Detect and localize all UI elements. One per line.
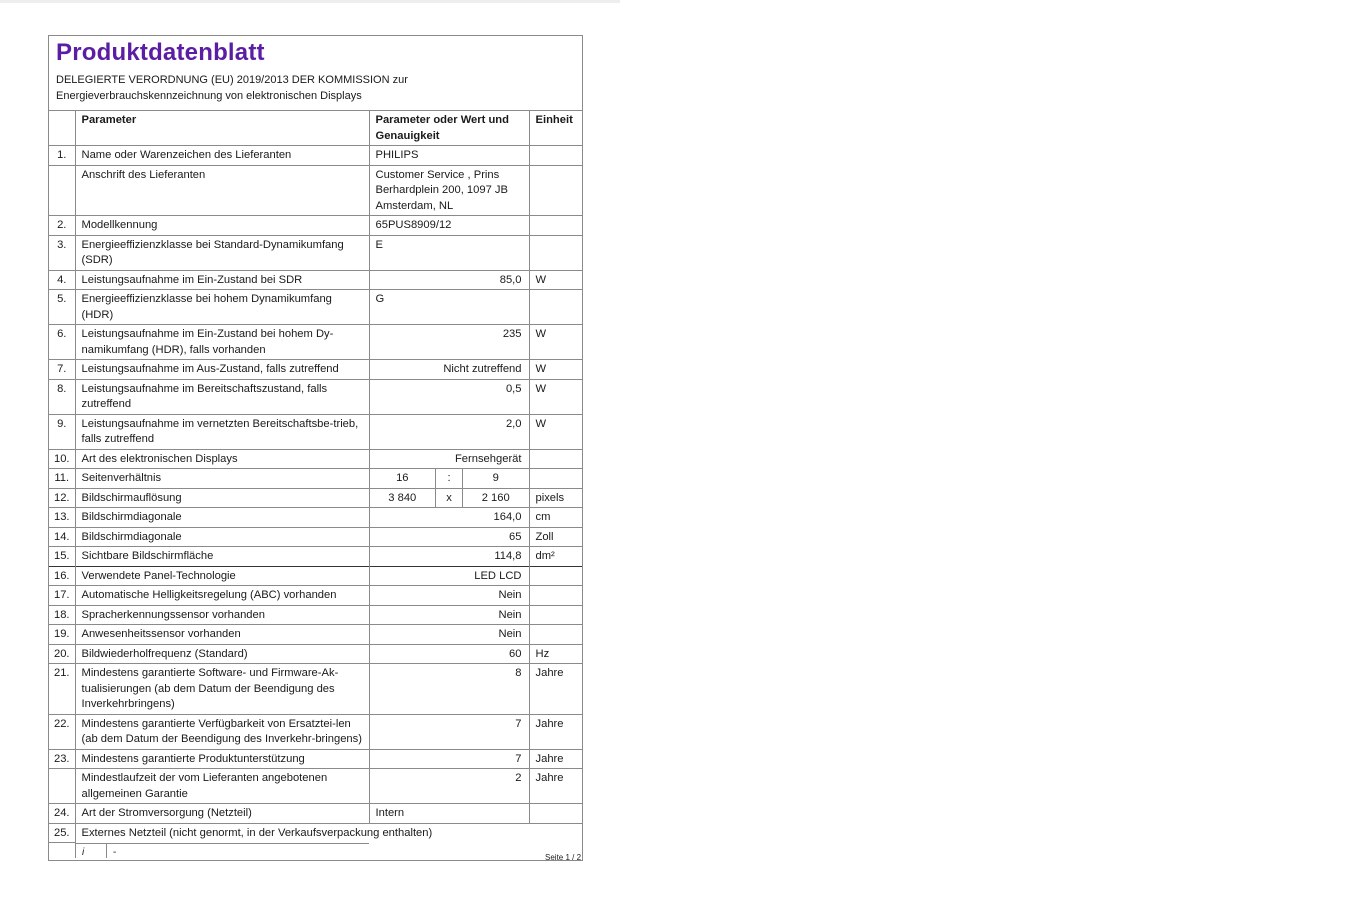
table-row: [49, 804, 582, 824]
row-number: 3.: [49, 235, 75, 270]
subtitle-line-1: DELEGIERTE VERORDNUNG (EU) 2019/2013 DER KOMMISSION zur: [56, 74, 408, 86]
row-parameter: Art des elektronischen Displays: [75, 449, 369, 469]
row-number: 24.: [49, 804, 75, 824]
row-value: 65PUS8909/12: [369, 216, 529, 236]
table-row: [49, 714, 582, 749]
regulation-subtitle: [49, 72, 582, 110]
row-unit: Jahre: [529, 714, 582, 749]
row-parameter: Leistungsaufnahme im Ein-Zustand bei SDR: [75, 270, 369, 290]
header-no: [49, 111, 75, 146]
row-parameter: Anwesenheitssensor vorhanden: [75, 625, 369, 645]
row-parameter: Bildschirmdiagonale: [75, 508, 369, 528]
value-right: 2 160: [481, 491, 510, 504]
row-number: 6.: [49, 325, 75, 360]
row-value: 65: [369, 527, 529, 547]
row-value: Nein: [369, 605, 529, 625]
row-parameter: Energieeffizienzklasse bei hohem Dynamikumfang (HDR): [75, 290, 369, 325]
row-number: 10.: [49, 449, 75, 469]
row-unit: pixels: [529, 488, 582, 508]
row-parameter: Leistungsaufnahme im Bereitschaftszustand, falls zutreffend: [75, 379, 369, 414]
row-number: 15.: [49, 547, 75, 567]
row-parameter: Name oder Warenzeichen des Lieferanten: [75, 146, 369, 166]
row-parameter: Spracherkennungssensor vorhanden: [75, 605, 369, 625]
table-row: [49, 488, 582, 508]
row-value: 2: [369, 769, 529, 804]
row-unit: cm: [529, 508, 582, 528]
table-row: [49, 270, 582, 290]
row-number: 25.: [49, 823, 75, 843]
row-number: 20.: [49, 644, 75, 664]
row-number: 23.: [49, 749, 75, 769]
row-parameter: Energieeffizienzklasse bei Standard-Dynamikumfang (SDR): [75, 235, 369, 270]
row-parameter: Sichtbare Bildschirmfläche: [75, 547, 369, 567]
table-row: [49, 146, 582, 166]
row-unit: W: [529, 360, 582, 380]
value-left: 16: [370, 469, 437, 488]
row-unit: W: [529, 325, 582, 360]
row-value: 85,0: [369, 270, 529, 290]
row-unit: [529, 469, 582, 489]
row-parameter: Anschrift des Lieferanten: [75, 165, 369, 216]
row-number: 5.: [49, 290, 75, 325]
table-row: [49, 823, 582, 843]
row-number: 2.: [49, 216, 75, 236]
row-number: [49, 769, 75, 804]
trailing-row-content: [75, 843, 369, 858]
row-value: 114,8: [369, 547, 529, 567]
row-parameter: Bildschirmdiagonale: [75, 527, 369, 547]
row-value: 8: [369, 664, 529, 715]
row-unit: Zoll: [529, 527, 582, 547]
trailing-row-a: i: [76, 844, 107, 858]
value-right: 9: [492, 472, 499, 484]
header-value: Parameter oder Wert und Genauigkeit: [369, 111, 529, 146]
row-number: 21.: [49, 664, 75, 715]
table-row: [49, 586, 582, 606]
row-number: 8.: [49, 379, 75, 414]
row-value: Fernsehgerät: [369, 449, 529, 469]
value-separator: x: [436, 489, 463, 508]
page-title: Produktdatenblatt: [56, 39, 265, 66]
table-row: [49, 216, 582, 236]
table-row: [49, 769, 582, 804]
row-unit: Jahre: [529, 749, 582, 769]
row-value: [369, 488, 529, 508]
row-parameter: Mindestens garantierte Produktunterstützung: [75, 749, 369, 769]
row-value: Nicht zutreffend: [369, 360, 529, 380]
product-data-sheet: [48, 35, 583, 861]
row-parameter: Modellkennung: [75, 216, 369, 236]
table-header-row: [49, 111, 582, 146]
row-parameter: Bildwiederholfrequenz (Standard): [75, 644, 369, 664]
table-row: [49, 290, 582, 325]
subtitle-line-2: Energieverbrauchskennzeichnung von elektronischen Displays: [56, 90, 362, 102]
row-unit: [529, 216, 582, 236]
row-value: E: [369, 235, 529, 270]
table-row: [49, 469, 582, 489]
row-parameter: Leistungsaufnahme im vernetzten Bereitschaftsbe-trieb, falls zutreffend: [75, 414, 369, 449]
row-unit: W: [529, 270, 582, 290]
header-unit: Einheit: [529, 111, 582, 146]
row-unit: [529, 804, 582, 824]
trailing-row-b: -: [113, 846, 117, 858]
table-row: [49, 664, 582, 715]
row-value: 60: [369, 644, 529, 664]
row-number: 7.: [49, 360, 75, 380]
row-unit: Hz: [529, 644, 582, 664]
value-separator: :: [436, 469, 463, 488]
row-value: Customer Service , Prins Berhardplein 200, 1097 JB Amsterdam, NL: [369, 165, 529, 216]
row-unit: [529, 290, 582, 325]
row-value: 7: [369, 749, 529, 769]
row-parameter: Mindestens garantierte Verfügbarkeit von Ersatztei-len (ab dem Datum der Beendigung des Inverkehr-bringens): [75, 714, 369, 749]
row-value: Nein: [369, 586, 529, 606]
row-parameter: Bildschirmauflösung: [75, 488, 369, 508]
row-unit: [529, 235, 582, 270]
row-value: PHILIPS: [369, 146, 529, 166]
row-unit: [529, 586, 582, 606]
row-parameter: Mindestlaufzeit der vom Lieferanten angebotenen allgemeinen Garantie: [75, 769, 369, 804]
row-number: 13.: [49, 508, 75, 528]
row-value: G: [369, 290, 529, 325]
row-unit: [529, 625, 582, 645]
row-unit: [529, 449, 582, 469]
row-value: 7: [369, 714, 529, 749]
table-row: [49, 605, 582, 625]
row-parameter: Externes Netzteil (nicht genormt, in der Verkaufsverpackung enthalten): [75, 823, 582, 843]
row-number: 1.: [49, 146, 75, 166]
row-number: 9.: [49, 414, 75, 449]
row-number: 4.: [49, 270, 75, 290]
row-unit: [529, 146, 582, 166]
row-unit: dm²: [529, 547, 582, 567]
row-unit: W: [529, 379, 582, 414]
table-row: [49, 527, 582, 547]
row-number: 18.: [49, 605, 75, 625]
row-unit: [529, 165, 582, 216]
row-value: Nein: [369, 625, 529, 645]
table-row: [49, 749, 582, 769]
row-value: 164,0: [369, 508, 529, 528]
row-parameter: Mindestens garantierte Software- und Firmware-Ak-tualisierungen (ab dem Datum der Beendigung des Inverkehrbringens): [75, 664, 369, 715]
page-number: Seite 1 / 2: [545, 853, 582, 862]
table-row: [49, 360, 582, 380]
row-number: 16.: [49, 566, 75, 586]
header-parameter: Parameter: [75, 111, 369, 146]
row-parameter: Leistungsaufnahme im Ein-Zustand bei hohem Dy-namikumfang (HDR), falls vorhanden: [75, 325, 369, 360]
trailing-row: [49, 843, 582, 861]
table-row: [49, 625, 582, 645]
table-row: [49, 379, 582, 414]
parameter-table: [49, 110, 582, 860]
table-row: [49, 325, 582, 360]
value-left: 3 840: [370, 489, 437, 508]
table-row: [49, 547, 582, 567]
row-value: [369, 469, 529, 489]
row-unit: Jahre: [529, 664, 582, 715]
row-parameter: Leistungsaufnahme im Aus-Zustand, falls zutreffend: [75, 360, 369, 380]
row-number: 12.: [49, 488, 75, 508]
table-row: [49, 165, 582, 216]
row-parameter: Art der Stromversorgung (Netzteil): [75, 804, 369, 824]
row-unit: [529, 605, 582, 625]
row-number: 14.: [49, 527, 75, 547]
row-parameter: Automatische Helligkeitsregelung (ABC) vorhanden: [75, 586, 369, 606]
row-value: 2,0: [369, 414, 529, 449]
row-value: 0,5: [369, 379, 529, 414]
row-parameter: Seitenverhältnis: [75, 469, 369, 489]
table-row: [49, 566, 582, 586]
row-number: 19.: [49, 625, 75, 645]
trailing-row-number: [49, 843, 75, 861]
row-value: LED LCD: [369, 566, 529, 586]
table-row: [49, 449, 582, 469]
row-unit: [529, 566, 582, 586]
table-row: [49, 235, 582, 270]
row-unit: W: [529, 414, 582, 449]
row-number: 17.: [49, 586, 75, 606]
row-unit: Jahre: [529, 769, 582, 804]
row-value: 235: [369, 325, 529, 360]
top-edge: [0, 0, 620, 3]
row-number: [49, 165, 75, 216]
row-parameter: Verwendete Panel-Technologie: [75, 566, 369, 586]
row-number: 11.: [49, 469, 75, 489]
table-row: [49, 508, 582, 528]
row-number: 22.: [49, 714, 75, 749]
table-row: [49, 644, 582, 664]
table-row: [49, 414, 582, 449]
row-value: Intern: [369, 804, 529, 824]
